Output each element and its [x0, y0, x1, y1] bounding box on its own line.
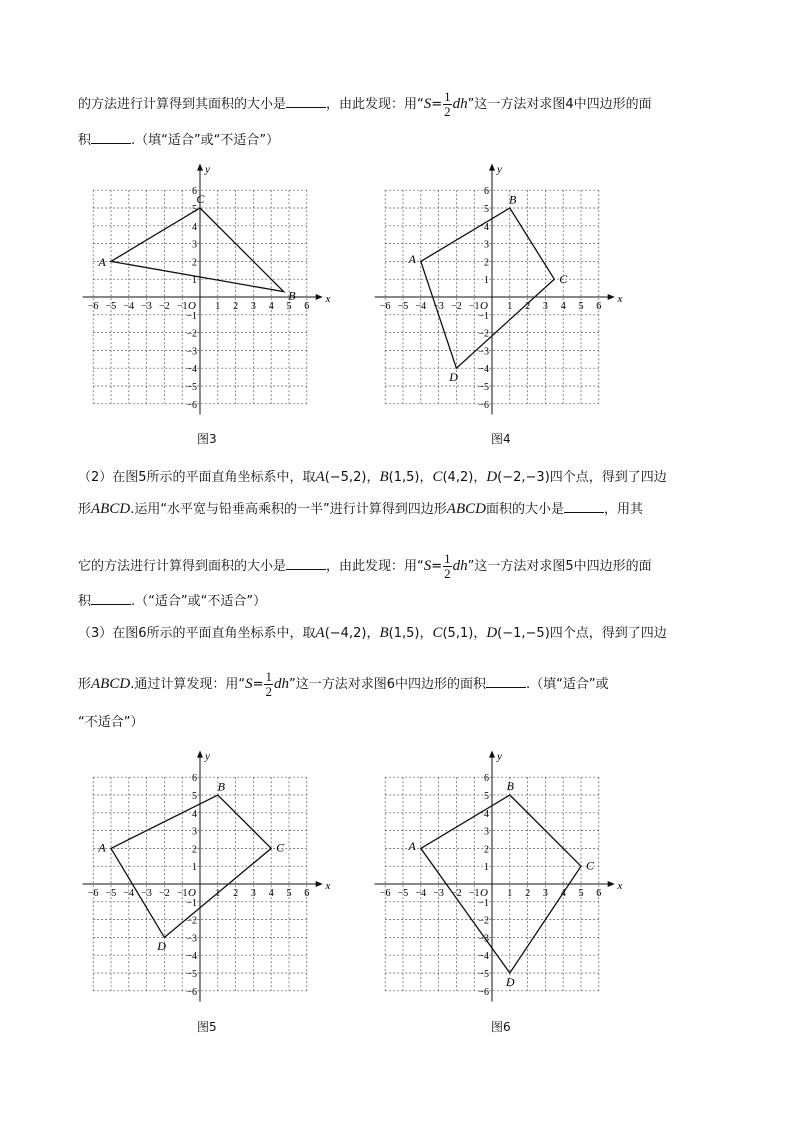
- origin-label: O: [480, 300, 488, 312]
- y-tick-label: −1: [186, 310, 197, 322]
- text-segment: .通过计算发现：用“: [130, 677, 246, 692]
- answer-blank[interactable]: [91, 131, 131, 144]
- point-a-coords: (−4,2): [324, 626, 367, 641]
- vertex-label-a: A: [408, 252, 416, 267]
- point-c-coords: (5,1): [442, 626, 474, 641]
- vertex-label-a: A: [98, 840, 106, 855]
- x-tick-label: 6: [304, 888, 310, 899]
- fraction-denominator: 2: [444, 566, 451, 581]
- vertex-label-c: C: [585, 858, 594, 873]
- point-d-coords: (−2,−3): [497, 470, 550, 485]
- y-tick-label: −6: [186, 986, 197, 998]
- formula-s: S: [423, 96, 432, 112]
- y-axis-arrow: [489, 164, 495, 171]
- y-tick-label: 2: [484, 257, 489, 269]
- x-tick-label: −2: [159, 301, 170, 312]
- x-axis-label: x: [325, 880, 331, 892]
- text-segment: 形: [78, 502, 92, 517]
- text-segment: .运用“水平宽与铅垂高乘积的一半”进行计算得到四边形: [130, 502, 447, 517]
- y-tick-label: −5: [186, 382, 197, 393]
- x-axis-label: x: [617, 880, 623, 892]
- x-tick-label: −5: [397, 301, 409, 312]
- answer-blank[interactable]: [486, 675, 526, 688]
- point-d-label: D: [486, 469, 498, 485]
- x-axis-arrow: [608, 881, 615, 887]
- x-tick-label: 4: [268, 888, 274, 899]
- x-tick-label: 1: [215, 888, 221, 899]
- y-axis-label: y: [205, 163, 210, 176]
- x-tick-label: −1: [176, 888, 188, 899]
- formula-dh: dh: [452, 558, 468, 574]
- y-axis-arrow: [197, 751, 203, 758]
- figure-5: [78, 752, 338, 1002]
- y-tick-label: −3: [186, 346, 197, 358]
- x-tick-label: −2: [451, 888, 462, 899]
- y-axis-arrow: [197, 164, 203, 171]
- x-tick-label: 2: [233, 888, 239, 899]
- x-tick-label: −6: [379, 888, 391, 899]
- y-tick-label: −5: [478, 969, 489, 980]
- x-axis-arrow: [608, 294, 615, 300]
- quad-name: ABCD: [446, 501, 486, 517]
- origin-label: O: [480, 887, 488, 899]
- figure-6: [370, 752, 630, 1002]
- vertex-label-d: D: [157, 938, 166, 953]
- origin-label: O: [188, 887, 196, 899]
- y-tick-label: 4: [484, 808, 489, 820]
- x-tick-label: −1: [468, 301, 480, 312]
- question-3-line-2: [78, 670, 609, 699]
- separator: ，: [419, 470, 433, 485]
- formula-dh: dh: [452, 96, 468, 112]
- y-tick-label: −4: [186, 951, 197, 963]
- text-segment: （2）在图5所示的平面直角坐标系中，取: [78, 470, 316, 485]
- x-tick-label: 5: [286, 888, 292, 899]
- x-tick-label: −5: [105, 888, 117, 899]
- question-3-line-3: [78, 714, 143, 732]
- text-segment: “不适合”）: [78, 715, 144, 730]
- fraction-numerator: 1: [444, 551, 451, 566]
- x-tick-label: 5: [286, 301, 292, 312]
- x-axis-label: x: [617, 293, 623, 305]
- text-segment: 的方法进行计算得到其面积的大小是: [78, 97, 287, 112]
- y-tick-label: 5: [484, 204, 489, 215]
- x-tick-label: 6: [596, 888, 602, 899]
- y-tick-label: 2: [192, 844, 197, 856]
- y-tick-label: 1: [484, 275, 489, 287]
- y-tick-label: −2: [478, 915, 489, 927]
- question-line-2: [78, 131, 279, 150]
- vertex-label-b: B: [509, 192, 517, 207]
- y-tick-label: −4: [186, 364, 197, 376]
- x-tick-label: 2: [525, 301, 531, 312]
- x-tick-label: −3: [141, 301, 152, 312]
- y-tick-label: −1: [186, 897, 197, 909]
- text-segment: 它的方法进行计算得到面积的大小是: [78, 559, 287, 574]
- figure-4: [370, 165, 630, 415]
- formula-fraction: [443, 552, 452, 581]
- answer-blank[interactable]: [286, 95, 326, 108]
- vertex-label-c: C: [559, 272, 568, 287]
- fraction-denominator: 2: [265, 684, 272, 699]
- y-tick-label: −2: [478, 328, 489, 340]
- question-line-1: [78, 90, 652, 119]
- x-tick-label: −6: [379, 301, 391, 312]
- y-axis-label: y: [497, 163, 502, 176]
- formula-fraction: [443, 90, 452, 119]
- formula-s: S: [423, 558, 432, 574]
- separator: ，: [366, 470, 380, 485]
- y-axis-label: y: [497, 750, 502, 763]
- y-tick-label: −1: [478, 897, 489, 909]
- question-2-line-4: [78, 592, 266, 611]
- separator: ，: [366, 626, 380, 641]
- y-tick-label: 1: [192, 275, 197, 287]
- x-tick-label: 4: [268, 301, 274, 312]
- y-tick-label: −6: [478, 399, 489, 411]
- x-tick-label: −4: [415, 301, 427, 312]
- y-tick-label: 4: [484, 221, 489, 233]
- y-tick-label: 6: [484, 773, 489, 785]
- x-tick-label: −1: [176, 301, 188, 312]
- fraction-numerator: 1: [265, 669, 272, 684]
- point-c-label: C: [432, 625, 443, 641]
- y-tick-label: 6: [192, 186, 197, 198]
- figure-5-caption: 图5: [197, 1020, 217, 1034]
- text-segment: 形: [78, 677, 92, 692]
- y-tick-label: −4: [478, 951, 489, 963]
- y-tick-label: −5: [478, 382, 489, 393]
- question-2-line-1: [78, 468, 667, 487]
- answer-blank[interactable]: [91, 592, 131, 605]
- vertex-label-b: B: [288, 288, 296, 303]
- x-tick-label: −2: [451, 301, 462, 312]
- x-axis-arrow: [316, 294, 323, 300]
- y-tick-label: −1: [478, 310, 489, 322]
- separator: ，: [419, 626, 433, 641]
- y-axis-arrow: [489, 751, 495, 758]
- y-tick-label: −6: [186, 399, 197, 411]
- x-tick-label: 6: [596, 301, 602, 312]
- figure-3-caption: 图3: [197, 432, 217, 446]
- text-segment: 四个点，得到了四边: [549, 470, 667, 485]
- y-tick-label: 6: [192, 773, 197, 785]
- x-tick-label: 3: [250, 301, 256, 312]
- x-tick-label: 2: [525, 888, 531, 899]
- fraction-denominator: 2: [444, 104, 451, 119]
- x-axis-label: x: [325, 293, 331, 305]
- x-tick-label: −4: [415, 888, 427, 899]
- y-tick-label: 3: [484, 239, 489, 251]
- figure-3: [78, 165, 338, 415]
- text-segment: ”这一方法对求图5中四边形的面: [467, 559, 652, 574]
- vertex-label-d: D: [449, 369, 458, 384]
- x-tick-label: 1: [507, 888, 513, 899]
- vertex-label-d: D: [505, 974, 515, 989]
- y-tick-label: 5: [484, 791, 489, 802]
- text-segment: ，用其: [603, 502, 643, 517]
- y-tick-label: −5: [186, 969, 197, 980]
- y-tick-label: 3: [484, 826, 489, 838]
- point-b-label: B: [379, 469, 389, 485]
- x-tick-label: −1: [468, 888, 480, 899]
- x-tick-label: 1: [215, 301, 221, 312]
- formula-eq: =: [431, 97, 443, 112]
- text-segment: 四个点，得到了四边: [549, 626, 667, 641]
- point-b-coords: (1,5): [388, 470, 420, 485]
- x-tick-label: −3: [141, 888, 152, 899]
- y-tick-label: −4: [478, 364, 489, 376]
- vertex-label-b: B: [217, 779, 226, 794]
- vertex-label-a: A: [98, 255, 106, 270]
- point-a-label: A: [315, 469, 325, 485]
- origin-label: O: [188, 300, 196, 312]
- question-3-line-1: [78, 624, 667, 643]
- vertex-label-b: B: [506, 779, 515, 794]
- y-tick-label: 5: [192, 204, 197, 215]
- vertex-label-c: C: [276, 840, 285, 855]
- y-tick-label: −6: [478, 986, 489, 998]
- vertex-label-c: C: [196, 192, 205, 207]
- point-a-coords: (−5,2): [324, 470, 367, 485]
- y-axis-label: y: [205, 750, 210, 763]
- y-tick-label: 6: [484, 186, 489, 198]
- y-tick-label: 3: [192, 826, 197, 838]
- text-segment: 积: [78, 594, 92, 609]
- y-tick-label: 1: [484, 862, 489, 874]
- x-tick-label: −6: [87, 301, 99, 312]
- figure-6-caption: 图6: [491, 1020, 511, 1034]
- y-tick-label: 4: [192, 808, 197, 820]
- separator: ，: [473, 626, 487, 641]
- text-segment: .（填“适合”或“不适合”）: [131, 133, 280, 148]
- y-tick-label: 1: [192, 862, 197, 874]
- x-tick-label: 3: [250, 888, 256, 899]
- y-tick-label: −3: [478, 933, 489, 945]
- point-d-coords: (−1,−5): [497, 626, 550, 641]
- x-tick-label: 3: [542, 301, 548, 312]
- answer-blank[interactable]: [286, 557, 326, 570]
- answer-blank[interactable]: [564, 500, 604, 513]
- quad-name: ABCD: [91, 501, 131, 517]
- separator: ，: [473, 470, 487, 485]
- y-tick-label: 4: [192, 221, 197, 233]
- point-a-label: A: [315, 625, 325, 641]
- x-tick-label: 4: [560, 301, 566, 312]
- x-tick-label: 1: [507, 301, 513, 312]
- text-segment: ，由此发现：用“: [326, 559, 424, 574]
- x-tick-label: −5: [105, 301, 117, 312]
- point-b-coords: (1,5): [388, 626, 420, 641]
- y-tick-label: −2: [186, 915, 197, 927]
- text-segment: （3）在图6所示的平面直角坐标系中，取: [78, 626, 316, 641]
- x-tick-label: 5: [578, 888, 584, 899]
- question-2-line-3: [78, 552, 652, 581]
- fraction-numerator: 1: [444, 89, 451, 104]
- formula-s: S: [245, 676, 253, 692]
- point-d-label: D: [486, 625, 498, 641]
- formula-eq: =: [431, 559, 443, 574]
- x-tick-label: 6: [304, 301, 310, 312]
- x-axis-arrow: [316, 881, 323, 887]
- text-segment: 积: [78, 133, 92, 148]
- x-tick-label: −5: [397, 888, 409, 899]
- x-tick-label: 5: [578, 301, 584, 312]
- x-tick-label: −3: [433, 888, 444, 899]
- x-tick-label: −2: [159, 888, 170, 899]
- y-tick-label: −2: [186, 328, 197, 340]
- y-tick-label: 2: [484, 844, 489, 856]
- formula-eq: =: [252, 677, 264, 692]
- question-2-line-2: [78, 500, 643, 519]
- text-segment: ”这一方法对求图6中四边形的面积: [288, 677, 486, 692]
- quad-name: ABCD: [91, 676, 131, 692]
- formula-dh: dh: [273, 676, 289, 692]
- y-tick-label: 3: [192, 239, 197, 251]
- x-tick-label: −4: [123, 301, 135, 312]
- y-tick-label: 5: [192, 791, 197, 802]
- text-segment: 面积的大小是: [485, 502, 564, 517]
- point-c-coords: (4,2): [442, 470, 474, 485]
- x-tick-label: 4: [560, 888, 566, 899]
- text-segment: ”这一方法对求图4中四边形的面: [467, 97, 652, 112]
- x-tick-label: −6: [87, 888, 99, 899]
- y-tick-label: −3: [186, 933, 197, 945]
- y-tick-label: 2: [192, 257, 197, 269]
- text-segment: .（“适合”或“不适合”）: [131, 594, 267, 609]
- vertex-label-a: A: [408, 839, 416, 854]
- x-tick-label: 3: [542, 888, 548, 899]
- point-c-label: C: [432, 469, 443, 485]
- text-segment: .（填“适合”或: [525, 677, 609, 692]
- x-tick-label: −3: [433, 301, 444, 312]
- x-tick-label: −4: [123, 888, 135, 899]
- figure-4-caption: 图4: [491, 432, 511, 446]
- formula-fraction: [264, 670, 273, 699]
- text-segment: ，由此发现：用“: [326, 97, 424, 112]
- x-tick-label: 2: [233, 301, 239, 312]
- y-tick-label: −3: [478, 346, 489, 358]
- point-b-label: B: [379, 625, 389, 641]
